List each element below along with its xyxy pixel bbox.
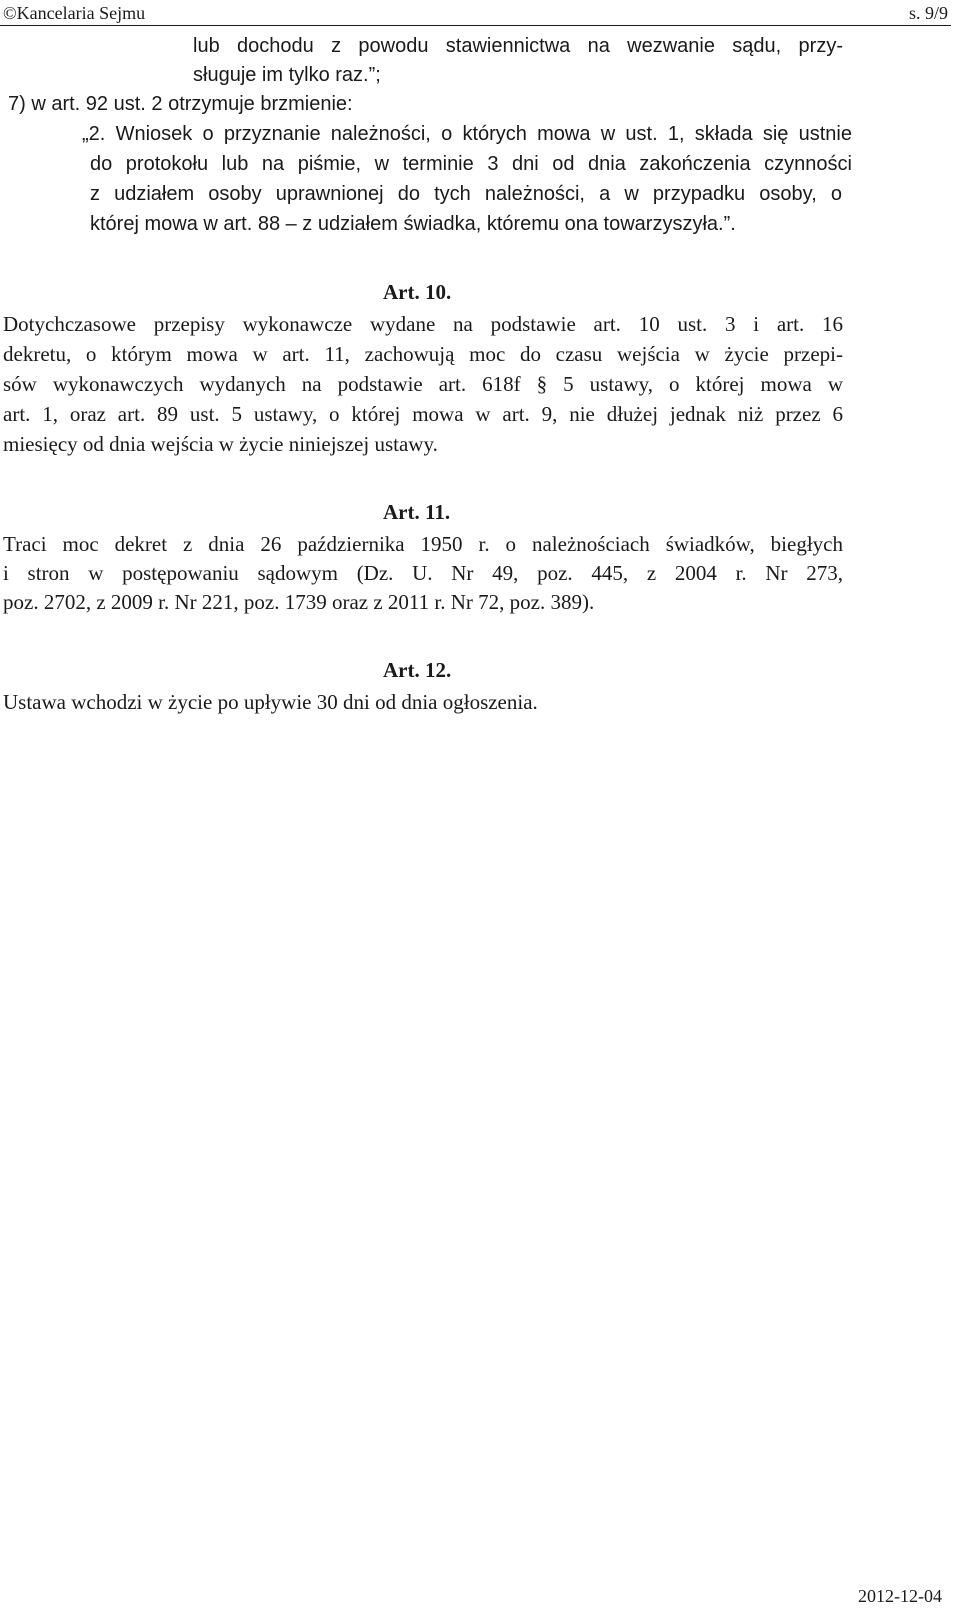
text-line: sługuje im tylko raz.”; <box>193 64 381 86</box>
point-7-intro: 7) w art. 92 ust. 2 otrzymuje brzmienie: <box>8 93 353 115</box>
footer-date: 2012-12-04 <box>858 1586 942 1606</box>
page-number: s. 9/9 <box>908 3 948 23</box>
text-line: Traci moc dekret z dnia 26 października 1950 r. o należnościach świadków, biegłych <box>3 532 843 556</box>
text-line: Ustawa wchodzi w życie po upływie 30 dni od dnia ogłoszenia. <box>3 690 538 714</box>
text-line: do protokołu lub na piśmie, w terminie 3 dni od dnia zakończenia czynności <box>90 153 852 175</box>
text-line: miesięcy od dnia wejścia w życie niniejszej ustawy. <box>3 432 438 456</box>
text-line: Dotychczasowe przepisy wykonawcze wydane na podstawie art. 10 ust. 3 i art. 16 <box>3 312 843 336</box>
article-heading-11: Art. 11. <box>383 500 451 524</box>
text-line: z udziałem osoby uprawnionej do tych należności, a w przypadku osoby, o <box>90 183 842 205</box>
article-heading-10: Art. 10. <box>383 280 452 304</box>
text-line: dekretu, o którym mowa w art. 11, zachowują moc do czasu wejścia w życie przepi- <box>3 342 843 366</box>
text-line: „2. Wniosek o przyznanie należności, o których mowa w ust. 1, składa się ustnie <box>82 123 852 145</box>
text-line: i stron w postępowaniu sądowym (Dz. U. Nr 49, poz. 445, z 2004 r. Nr 273, <box>3 561 843 585</box>
text-line: sów wykonawczych wydanych na podstawie art. 618f § 5 ustawy, o której mowa w <box>3 372 843 396</box>
text-line: której mowa w art. 88 – z udziałem świadka, któremu ona towarzyszyła.”. <box>90 213 736 235</box>
text-line: art. 1, oraz art. 89 ust. 5 ustawy, o której mowa w art. 9, nie dłużej jednak niż przez 6 <box>3 402 843 426</box>
text-line: lub dochodu z powodu stawiennictwa na wezwanie sądu, przy- <box>193 35 843 57</box>
header-copyright: ©Kancelaria Sejmu <box>3 3 146 23</box>
article-heading-12: Art. 12. <box>383 658 452 682</box>
text-line: poz. 2702, z 2009 r. Nr 221, poz. 1739 oraz z 2011 r. Nr 72, poz. 389). <box>3 590 595 614</box>
header-rule <box>0 25 951 26</box>
